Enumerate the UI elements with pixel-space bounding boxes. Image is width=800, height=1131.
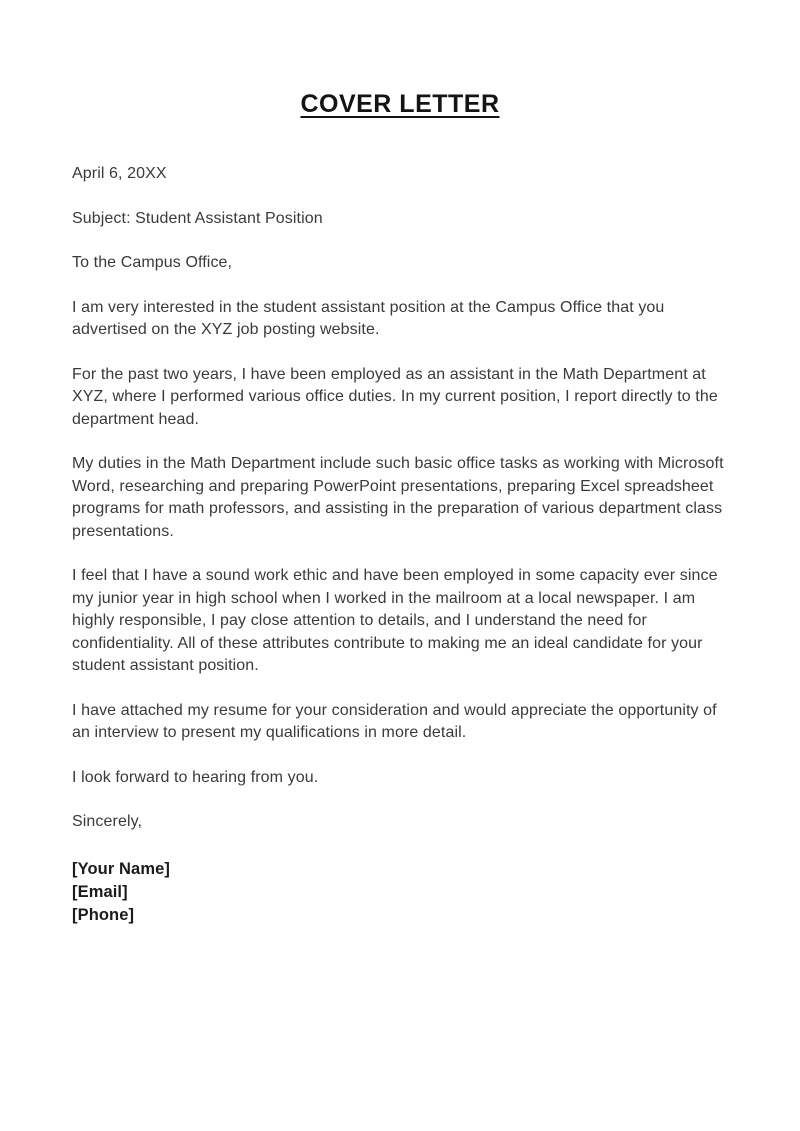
signature-email-placeholder: [Email] <box>72 882 128 901</box>
document-title: COVER LETTER <box>300 90 500 118</box>
signature-phone-placeholder: [Phone] <box>72 905 135 924</box>
letter-paragraph-intro: I am very interested in the student assistant position at the Campus Office that you advertised on the XYZ job posting website. <box>72 298 665 338</box>
letter-paragraph-work-ethic: I feel that I have a sound work ethic and have been employed in some capacity ever since my junior year in high school when I worked in the mailroom at a local newspaper. I am highly responsible, I pay close attention to details, and I understand the need for confidentiality. All of these attributes contribute to making me an ideal candidate for your student assistant position. <box>72 567 718 674</box>
letter-salutation: To the Campus Office, <box>72 254 233 271</box>
letter-paragraph-duties: My duties in the Math Department include such basic office tasks as working with Microsoft Word, researching and preparing PowerPoint presentations, preparing Excel spreadsheet programs for math professors, and assisting in the preparation of various department class presentations. <box>72 455 724 540</box>
letter-paragraph-look-forward: I look forward to hearing from you. <box>72 768 319 786</box>
letter-closing: Sincerely, <box>72 813 143 830</box>
signature-block <box>72 858 732 927</box>
letter-body <box>72 163 732 927</box>
letter-paragraph-resume: I have attached my resume for your consideration and would appreciate the opportunity of an interview to present my qualifications in more detail. <box>72 701 717 741</box>
signature-name-placeholder: [Your Name] <box>72 859 170 878</box>
letter-date: April 6, 20XX <box>72 165 167 182</box>
letter-subject: Subject: Student Assistant Position <box>72 209 323 227</box>
letter-paragraph-experience: For the past two years, I have been employed as an assistant in the Math Department at XYZ, where I performed various office duties. In my current position, I report directly to the department head. <box>72 365 718 428</box>
